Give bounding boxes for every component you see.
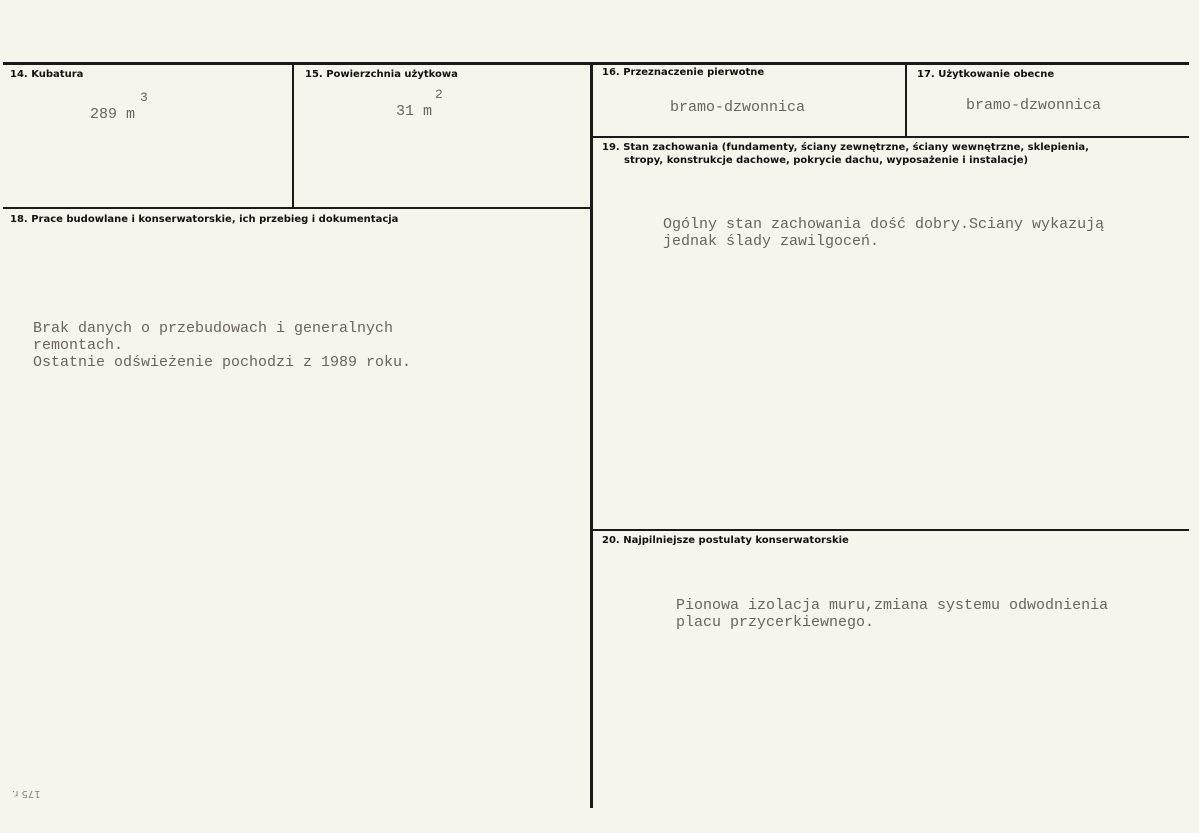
divider-16-17	[905, 64, 907, 137]
field-19-line-1: Ogólny stan zachowania dość dobry.Sciany wykazują	[663, 216, 1105, 233]
field-19-line-2: jednak ślady zawilgoceń.	[663, 233, 880, 250]
divider-row-20	[592, 529, 1189, 531]
field-15-unit-superscript: 2	[435, 87, 443, 102]
field-15-value: 31 m	[396, 103, 433, 120]
divider-row-19	[592, 136, 1189, 138]
field-16-label: 16. Przeznaczenie pierwotne	[602, 67, 765, 78]
field-20-line-2: placu przycerkiewnego.	[676, 614, 875, 631]
field-20-line-1: Pionowa izolacja muru,zmiana systemu odwodnienia	[676, 597, 1109, 614]
field-16-value: bramo-dzwonnica	[670, 99, 806, 116]
top-border	[3, 62, 1189, 65]
field-19-label-line-2: stropy, konstrukcje dachowe, pokrycie dachu, wyposażenie i instalacje)	[624, 155, 1029, 166]
field-20-label: 20. Najpilniejsze postulaty konserwatorskie	[602, 535, 849, 546]
field-18-line-3: Ostatnie odświeżenie pochodzi z 1989 roku.	[33, 354, 412, 371]
divider-row-18	[3, 207, 591, 209]
field-18-line-2: remontach.	[33, 337, 124, 354]
field-14-label: 14. Kubatura	[10, 69, 84, 80]
field-17-value: bramo-dzwonnica	[966, 97, 1102, 114]
faint-stamp-mark: 175 r.	[12, 788, 41, 799]
field-14-value: 289 m	[90, 106, 136, 123]
field-18-label: 18. Prace budowlane i konserwatorskie, ich przebieg i dokumentacja	[10, 214, 399, 225]
field-18-line-1: Brak danych o przebudowach i generalnych	[33, 320, 394, 337]
center-divider	[590, 64, 593, 808]
field-14-unit-superscript: 3	[140, 90, 148, 105]
field-17-label: 17. Użytkowanie obecne	[917, 69, 1055, 80]
field-15-label: 15. Powierzchnia użytkowa	[305, 69, 458, 80]
field-19-label-line-1: 19. Stan zachowania (fundamenty, ściany zewnętrzne, ściany wewnętrzne, sklepienia,	[602, 142, 1089, 153]
divider-14-15	[292, 64, 294, 208]
